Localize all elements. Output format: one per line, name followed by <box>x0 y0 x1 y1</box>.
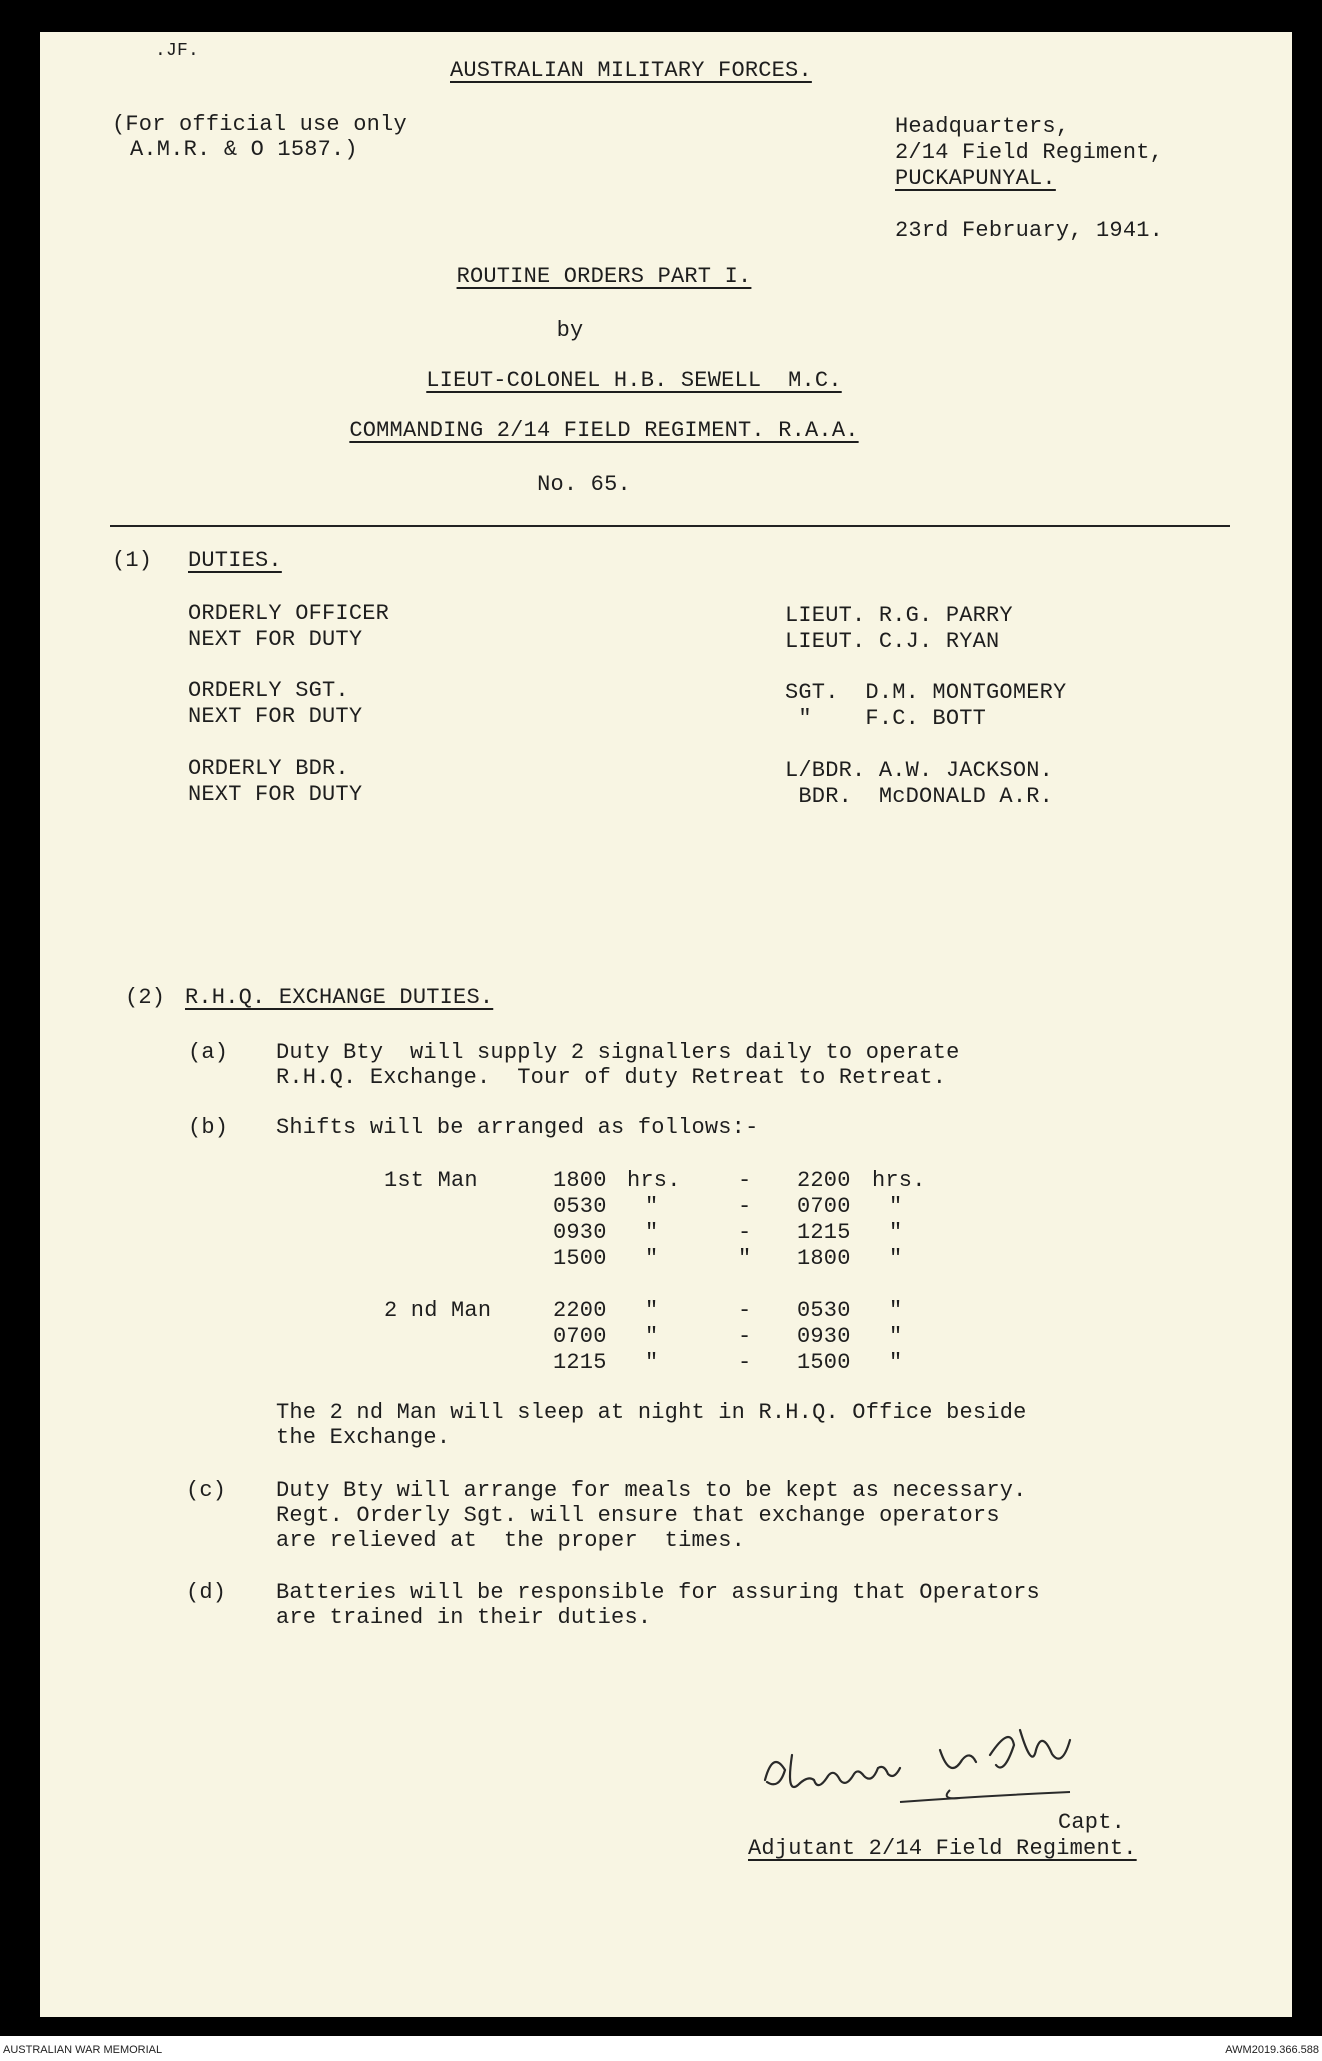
shift-dash: - <box>738 1298 752 1323</box>
corner-mark: .JF. <box>155 41 200 61</box>
shift-man: 1st Man <box>384 1168 478 1193</box>
item-a-text: R.H.Q. Exchange. Tour of duty Retreat to Retreat. <box>276 1065 947 1090</box>
duty-role: NEXT FOR DUTY <box>188 704 363 729</box>
archive-name: AUSTRALIAN WAR MEMORIAL <box>3 2044 163 2056</box>
duty-name: L/BDR. A.W. JACKSON. <box>785 758 1054 783</box>
item-d-text: Batteries will be responsible for assuring that Operators <box>276 1580 1040 1605</box>
sleep-note: The 2 nd Man will sleep at night in R.H.Q. Office beside <box>276 1400 1027 1425</box>
shift-to: 2200 <box>797 1168 851 1193</box>
shift-to: 0530 <box>797 1298 851 1323</box>
shift-unit: " <box>645 1194 659 1219</box>
signatory-title: Adjutant 2/14 Field Regiment. <box>748 1836 1137 1861</box>
shift-unit: hrs. <box>872 1168 926 1193</box>
shift-dash: - <box>738 1168 752 1193</box>
shift-man: 2 nd Man <box>384 1298 492 1323</box>
duty-role: NEXT FOR DUTY <box>188 627 363 652</box>
hq-location: PUCKAPUNYAL. <box>895 166 1056 191</box>
shift-unit: " <box>645 1350 659 1375</box>
shift-unit: " <box>645 1246 659 1271</box>
section-2-number: (2) <box>125 985 166 1010</box>
archive-footer <box>0 2036 1322 2061</box>
shift-unit: " <box>645 1220 659 1245</box>
hq-line-2: 2/14 Field Regiment, <box>895 140 1164 165</box>
shift-to: 1500 <box>797 1350 851 1375</box>
duty-role: ORDERLY BDR. <box>188 756 349 781</box>
shift-unit: " <box>889 1220 903 1245</box>
shift-unit: hrs. <box>627 1168 681 1193</box>
item-a-label: (a) <box>188 1040 229 1065</box>
duty-role: ORDERLY OFFICER <box>188 601 390 626</box>
shift-unit: " <box>889 1246 903 1271</box>
section-1-number: (1) <box>112 548 153 573</box>
heading-commander: LIEUT-COLONEL H.B. SEWELL M.C. <box>426 368 842 393</box>
shift-dash: " <box>738 1246 752 1271</box>
hq-line-1: Headquarters, <box>895 114 1070 139</box>
shift-dash: - <box>738 1194 752 1219</box>
duty-name: LIEUT. R.G. PARRY <box>785 603 1013 628</box>
item-b-label: (b) <box>188 1115 229 1140</box>
shift-unit: " <box>889 1324 903 1349</box>
item-d-text: are trained in their duties. <box>276 1605 652 1630</box>
shift-dash: - <box>738 1324 752 1349</box>
shift-unit: " <box>889 1194 903 1219</box>
orders-number: No. 65. <box>537 472 631 497</box>
item-c-text: Regt. Orderly Sgt. will ensure that exchange operators <box>276 1503 1000 1528</box>
shift-from: 0530 <box>553 1194 607 1219</box>
shift-to: 1215 <box>797 1220 851 1245</box>
shift-dash: - <box>738 1220 752 1245</box>
sleep-note: the Exchange. <box>276 1425 451 1450</box>
item-c-text: are relieved at the proper times. <box>276 1528 746 1553</box>
signatory-rank: Capt. <box>1058 1810 1126 1835</box>
section-1-title: DUTIES. <box>188 548 282 573</box>
duty-name: BDR. McDONALD A.R. <box>785 784 1054 809</box>
heading-by: by <box>556 318 584 343</box>
item-d-label: (d) <box>186 1580 227 1605</box>
section-2-title: R.H.Q. EXCHANGE DUTIES. <box>185 985 494 1010</box>
item-c-text: Duty Bty will arrange for meals to be kept as necessary. <box>276 1478 1027 1503</box>
shift-unit: " <box>645 1324 659 1349</box>
duty-role: ORDERLY SGT. <box>188 678 349 703</box>
shift-from: 1215 <box>553 1350 607 1375</box>
shift-from: 1800 <box>553 1168 607 1193</box>
item-a-text: Duty Bty will supply 2 signallers daily to operate <box>276 1040 960 1065</box>
shift-to: 1800 <box>797 1246 851 1271</box>
duty-role: NEXT FOR DUTY <box>188 782 363 807</box>
official-use-note: (For official use only <box>112 112 407 137</box>
official-use-ref: A.M.R. & O 1587.) <box>130 137 358 162</box>
duty-name: SGT. D.M. MONTGOMERY <box>785 680 1067 705</box>
item-b-text: Shifts will be arranged as follows:- <box>276 1115 759 1140</box>
shift-unit: " <box>645 1298 659 1323</box>
shift-to: 0700 <box>797 1194 851 1219</box>
item-c-label: (c) <box>186 1478 227 1503</box>
shift-dash: - <box>738 1350 752 1375</box>
shift-to: 0930 <box>797 1324 851 1349</box>
shift-unit: " <box>889 1298 903 1323</box>
shift-from: 2200 <box>553 1298 607 1323</box>
shift-from: 0930 <box>553 1220 607 1245</box>
duty-name: " F.C. BOTT <box>785 706 987 731</box>
shift-from: 1500 <box>553 1246 607 1271</box>
heading-command: COMMANDING 2/14 FIELD REGIMENT. R.A.A. <box>349 418 859 443</box>
header-divider <box>110 525 1230 527</box>
archive-id: AWM2019.366.588 <box>1225 2044 1319 2056</box>
duty-name: LIEUT. C.J. RYAN <box>785 629 1000 654</box>
document-title: AUSTRALIAN MILITARY FORCES. <box>450 58 812 83</box>
shift-unit: " <box>889 1350 903 1375</box>
document-date: 23rd February, 1941. <box>895 218 1164 243</box>
heading-routine-orders: ROUTINE ORDERS PART I. <box>456 264 752 289</box>
shift-from: 0700 <box>553 1324 607 1349</box>
